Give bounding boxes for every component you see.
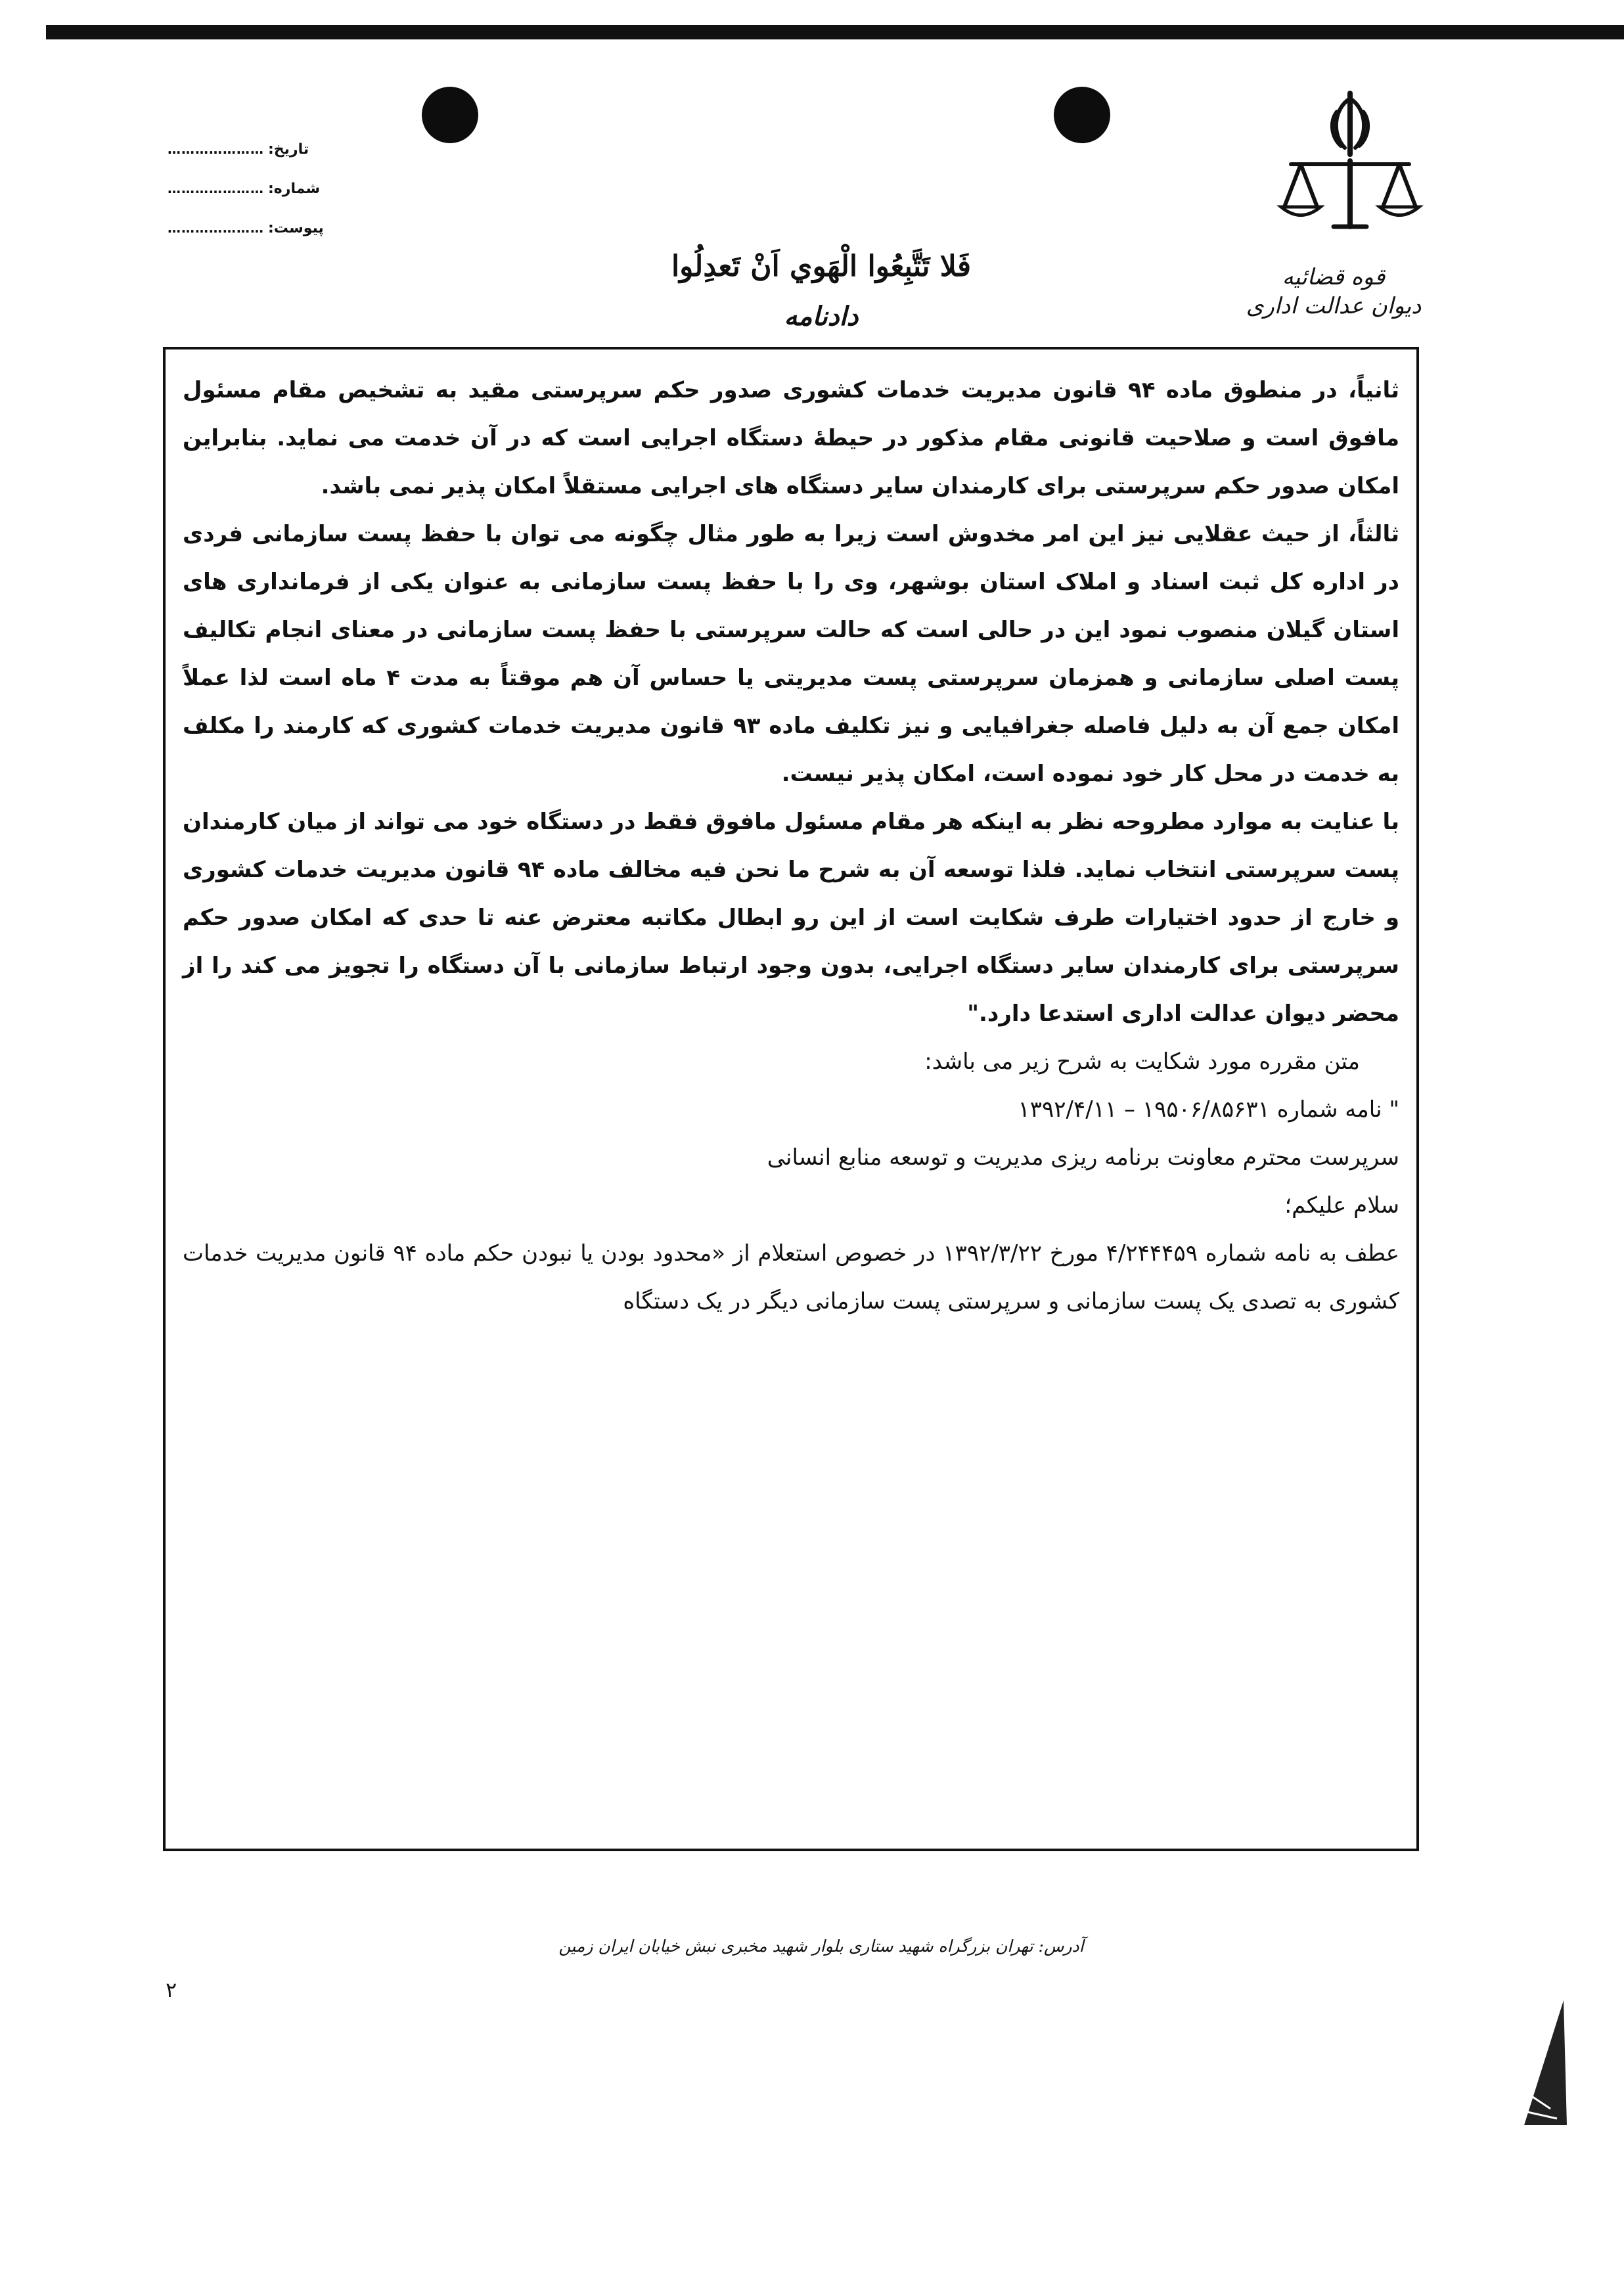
meta-label-number: شماره: xyxy=(268,181,321,197)
meta-value-attachment: ………………… xyxy=(168,220,264,236)
meta-label-attachment: پیوست: xyxy=(268,220,324,236)
court-name-line-2: دیوان عدالت اداری xyxy=(1246,293,1422,319)
paragraph-second-point: ثانیاً، در منطوق ماده ۹۴ قانون مدیریت خدمات کشوری صدور حکم سرپرستی مقید به تشخیص مقام مسئول مافوق است و صلاحیت قانونی مقام مذکور در حیطهٔ دستگاه اجرایی است که در آن خدمت می نماید. بنابراین امکان صدور حکم سرپرستی برای کارمندان سایر دستگاه های اجرایی مستقلاً امکان پذیر نمی باشد. xyxy=(183,377,1399,499)
meta-row-number xyxy=(168,181,365,220)
page-number: ۲ xyxy=(166,1977,177,2002)
punch-hole-left xyxy=(422,87,478,143)
letter-greeting: سلام علیکم؛ xyxy=(1284,1192,1399,1219)
meta-row-attachment xyxy=(168,220,365,259)
quran-verse: فَلا تَتَّبِعُوا الْهَوي اَنْ تَعدِلُوا xyxy=(671,250,972,283)
paragraph-third-point: ثالثاً، از حیث عقلایی نیز این امر مخدوش است زیرا به طور مثال چگونه می توان با حفظ پست سازمانی فردی در اداره کل ثبت اسناد و املاک استان بوشهر، وی را با حفظ پست سازمانی به عنوان یکی از فرمانداری های استان گیلان منصوب نمود این در حالی است که حالت سرپرستی با حفظ پست سازمانی در معنای انجام تکالیف پست اصلی سازمانی و همزمان سرپرستی پست مدیریتی یا حساس آن هم موقتاً به مدت ۴ ماه است لذا عملاً امکان جمع آن به دلیل فاصله جغرافیایی و نیز تکلیف ماده ۹۳ قانون مدیریت خدمات کشوری که کارمند را مکلف به خدمت در محل کار خود نموده است، امکان پذیر نیست. xyxy=(183,521,1399,787)
contested-text-intro: متن مقرره مورد شکایت به شرح زیر می باشد: xyxy=(924,1048,1360,1075)
court-name-line-1: قوه قضائیه xyxy=(1282,264,1386,290)
paragraph-conclusion: با عنایت به موارد مطروحه نظر به اینکه هر مقام مسئول مافوق فقط در دستگاه خود می تواند از میان کارمندان پست سرپرستی انتخاب نماید. فلذا توسعه آن به شرح ما نحن فیه مخالف ماده ۹۴ قانون مدیریت خدمات کشوری و خارج از حدود اختیارات طرف شکایت است از این رو ابطال مکاتبه معترض عنه تا حدی که امکان صدور حکم سرپرستی برای کارمندان سایر دستگاه اجرایی، بدون وجود ارتباط سازمانی با آن دستگاه را تجویز می کند را از محضر دیوان عدالت اداری استدعا دارد." xyxy=(183,809,1399,1027)
scan-top-edge-bar xyxy=(46,25,1624,39)
meta-value-date: ………………… xyxy=(168,141,264,157)
corner-stamp-mark xyxy=(1511,1997,1570,2128)
letter-body: عطف به نامه شماره ۴/۲۴۴۴۵۹ مورخ ۱۳۹۲/۳/۲۲ در خصوص استعلام از «محدود بودن یا نبودن حکم ماده ۹۴ قانون مدیریت خدمات کشوری به تصدی یک پست سازمانی و سرپرستی پست سازمانی دیگر در یک دستگاه xyxy=(183,1240,1399,1315)
document-title: دادنامه xyxy=(784,301,859,332)
meta-value-number: ………………… xyxy=(168,181,264,196)
punch-hole-right xyxy=(1054,87,1110,143)
meta-label-date: تاریخ: xyxy=(268,141,309,158)
iran-emblem-scales-of-justice-icon xyxy=(1271,85,1429,236)
letter-meta-fields xyxy=(168,141,365,259)
verdict-text-box xyxy=(163,347,1419,1851)
footer-address: آدرس: تهران بزرگراه شهید ستاری بلوار شهید مخبری نبش خیابان ایران زمین xyxy=(558,1937,1084,1956)
letter-addressee: سرپرست محترم معاونت برنامه ریزی مدیریت و توسعه منابع انسانی xyxy=(767,1144,1399,1171)
court-name xyxy=(1238,263,1429,321)
letter-number-line: " نامه شماره ۱۹۵۰۶/۸۵۶۳۱ – ۱۳۹۲/۴/۱۱ xyxy=(1018,1096,1399,1123)
meta-row-date xyxy=(168,141,365,181)
